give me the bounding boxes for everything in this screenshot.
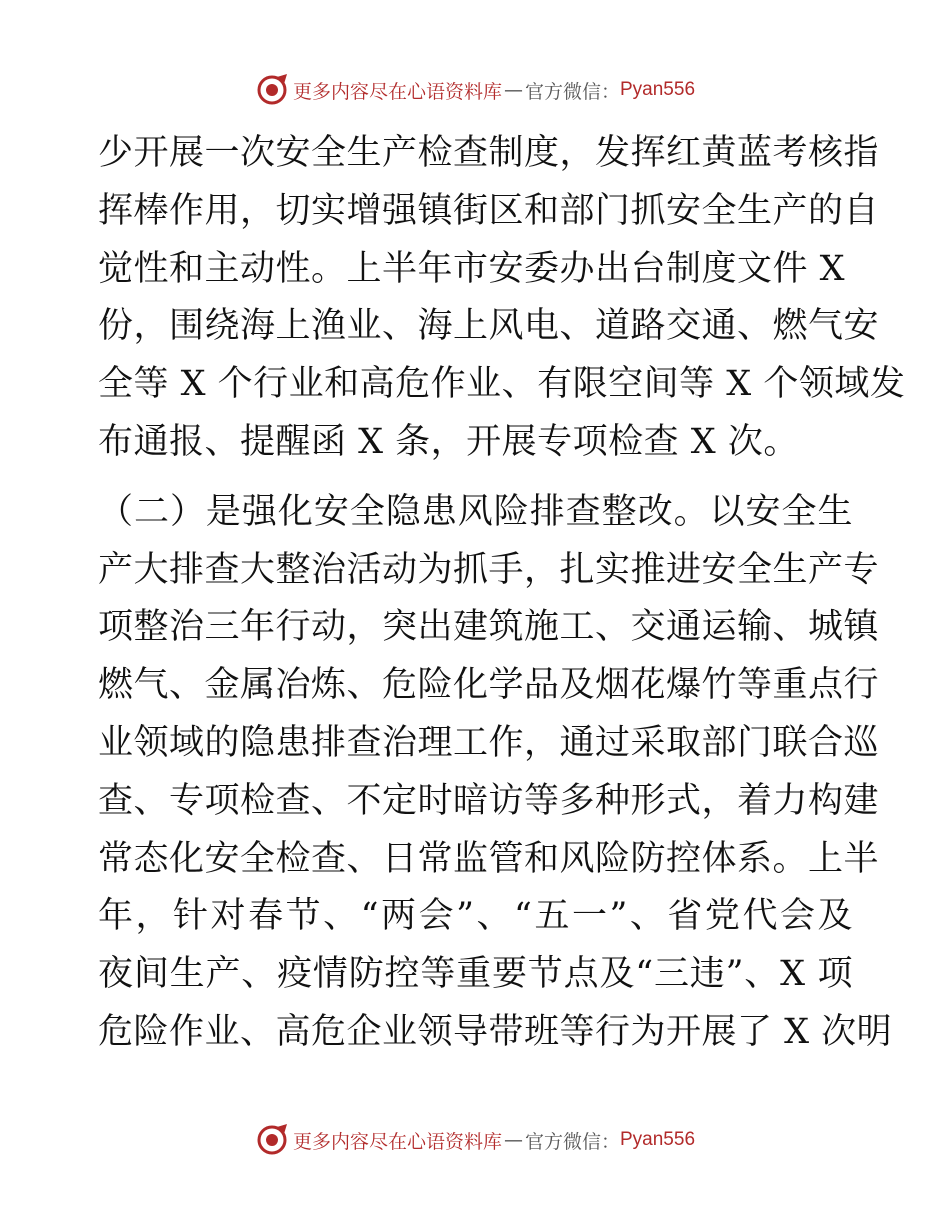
document-body — [98, 125, 906, 1062]
watermark-tail-text: 官方微信： — [524, 80, 620, 103]
paragraph-line: 少开展一次安全生产检查制度，发挥红黄蓝考核指 — [98, 133, 880, 173]
paragraph-line: 业领域的隐患排查治理工作，通过采取部门联合巡 — [98, 722, 880, 763]
paragraph-line: 觉性和主动性。上半年市安委办出台制度文件 X — [98, 248, 846, 289]
watermark-separator: — — [503, 1129, 523, 1151]
watermark-main-text: 更多内容尽在心语资料库 — [292, 1130, 502, 1153]
watermark-wechat-id: Pyan556 — [620, 1129, 696, 1150]
watermark-main-text: 更多内容尽在心语资料库 — [292, 80, 502, 103]
paragraph-line: 挥棒作用，切实增强镇街区和部门抓安全生产的自 — [98, 190, 880, 231]
paragraph-line: 常态化安全检查、日常监管和风险防控体系。上半 — [98, 838, 880, 879]
footer-watermark — [0, 1120, 950, 1160]
watermark-wechat-id: Pyan556 — [620, 79, 696, 100]
paragraph-line: 产大排查大整治活动为抓手，扎实推进安全生产专 — [98, 549, 880, 590]
paragraph-line: 布通报、提醒函 X 条，开展专项检查 X 次。 — [98, 421, 799, 462]
watermark-separator: — — [503, 79, 523, 101]
header-watermark — [0, 70, 950, 110]
watermark-tail-text: 官方微信： — [524, 1130, 620, 1153]
paragraph-line: 危险作业、高危企业领导带班等行为开展了 X 次明 — [98, 1011, 893, 1052]
paragraph-line: 查、专项检查、不定时暗访等多种形式，着力构建 — [98, 780, 880, 821]
paragraph-line: （二）是强化安全隐患风险排查整改。以安全生 — [98, 491, 853, 532]
pen-seal-logo-icon — [255, 73, 289, 107]
paragraph-line: 份，围绕海上渔业、海上风电、道路交通、燃气安 — [98, 306, 880, 347]
paragraph-line: 夜间生产、疫情防控等重要节点及“三违”、X 项 — [98, 954, 853, 995]
paragraph-line: 燃气、金属冶炼、危险化学品及烟花爆竹等重点行 — [98, 665, 880, 706]
paragraph-line: 项整治三年行动，突出建筑施工、交通运输、城镇 — [98, 607, 880, 648]
paragraph-1 — [98, 125, 906, 472]
pen-seal-logo-icon — [255, 1123, 289, 1157]
paragraph-line: 年，针对春节、“两会”、“五一”、省党代会及 — [98, 896, 853, 937]
paragraph-2 — [98, 484, 893, 1062]
paragraph-line: 全等 X 个行业和高危作业、有限空间等 X 个领域发 — [98, 364, 906, 405]
